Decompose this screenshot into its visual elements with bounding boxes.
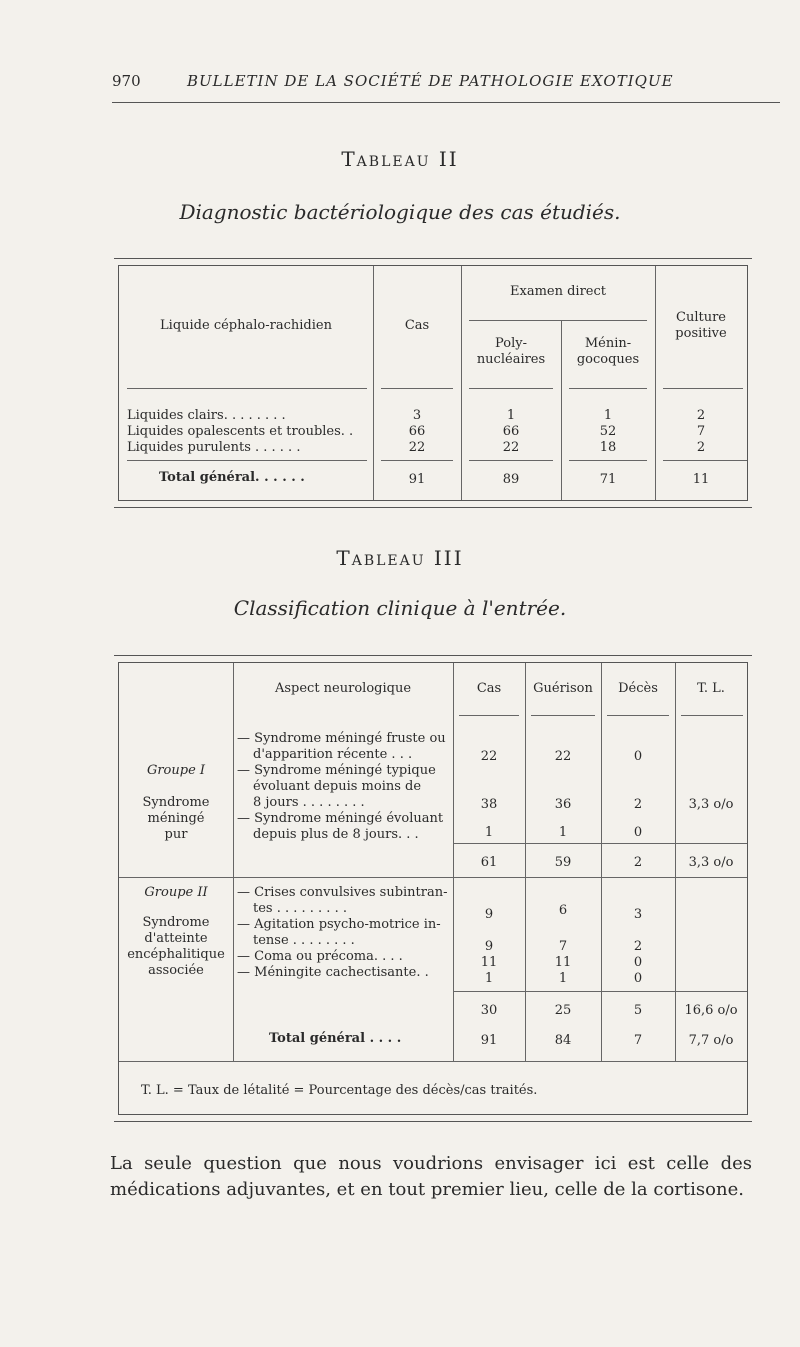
header-cas: Cas [404, 318, 430, 333]
table2-col-culture: 2 7 2 [696, 408, 706, 455]
table-row: Liquides purulents . . . . . . [127, 440, 301, 455]
table2-caption: Diagnostic bactériologique des cas étudiés. [179, 200, 621, 224]
table2-total-culture: 11 [692, 472, 710, 487]
table2-title [0, 147, 800, 171]
group1-row3-cas: 1 [484, 825, 494, 840]
header-rule [112, 102, 780, 103]
group1-aspect: — Syndrome méningé fruste ou d'apparition récente . . . — Syndrome méningé typique évoluant depuis moins de 8 jours . . . . . . . . — Syndrome méningé évoluant depuis plus de 8 jours. . . [237, 731, 446, 842]
header-examen-direct: Examen direct [510, 284, 606, 299]
group1-row1-guerison: 22 [554, 749, 572, 764]
group2-row3-deces: 0 [633, 955, 643, 970]
group2-row2-cas: 9 [484, 939, 494, 954]
table3 [114, 655, 752, 1122]
group2-row4-deces: 0 [633, 971, 643, 986]
group1-row1-deces: 0 [633, 749, 643, 764]
table2-total-poly: 89 [502, 472, 520, 487]
header-liquide: Liquide céphalo-rachidien [160, 318, 332, 333]
group2-row1-deces: 3 [633, 907, 643, 922]
group1-row2-cas: 38 [480, 797, 498, 812]
group2-subtotal-guerison: 25 [554, 1003, 572, 1018]
table2-col-menin: 1 52 18 [599, 408, 617, 455]
group1-desc: Syndrome méningé pur [142, 795, 210, 842]
header-deces: Décès [618, 681, 658, 696]
table3-body [118, 662, 748, 1115]
table3-total-guerison: 84 [554, 1033, 572, 1048]
table3-total-label: Total général . . . . [269, 1031, 402, 1046]
header-menin: Ménin- gocoques [576, 336, 640, 367]
group1-row1-cas: 22 [480, 749, 498, 764]
table-row: Liquides opalescents et troubles. . [127, 424, 354, 439]
group2-row4-cas: 1 [484, 971, 494, 986]
header-poly: Poly- nucléaires [476, 336, 546, 367]
group2-row4-guerison: 1 [558, 971, 568, 986]
table2-total-cas: 91 [408, 472, 426, 487]
table-row: Liquides clairs. . . . . . . . [127, 408, 286, 423]
header-culture: Culture positive [675, 310, 727, 341]
table2-label: Tableau [341, 147, 431, 171]
group1-row3-guerison: 1 [558, 825, 568, 840]
group1-row2-guerison: 36 [554, 797, 572, 812]
group2-row3-cas: 11 [480, 955, 498, 970]
header-tl: T. L. [697, 681, 725, 696]
table2-total-label: Total général. . . . . . [159, 470, 305, 485]
table2-row-labels [127, 408, 377, 456]
body-paragraph: La seule question que nous voudrions envisager ici est celle des médications adjuvantes, et en tout premier lieu, celle de la cortisone. [110, 1153, 752, 1200]
table2-numeral: II [438, 147, 459, 171]
group1-row3-deces: 0 [633, 825, 643, 840]
running-header [112, 72, 752, 96]
table3-total-deces: 7 [633, 1033, 643, 1048]
group1-subtotal-deces: 2 [633, 855, 643, 870]
table2-col-poly: 1 66 22 [502, 408, 520, 455]
table2-body [118, 265, 748, 501]
header-guerison: Guérison [533, 681, 593, 696]
table2-total-menin: 71 [599, 472, 617, 487]
group2-row1-cas: 9 [484, 907, 494, 922]
header-cas: Cas [476, 681, 502, 696]
group2-subtotal-tl: 16,6 o/o [684, 1003, 738, 1018]
group1-name: Groupe I [146, 763, 206, 778]
table3-total-cas: 91 [480, 1033, 498, 1048]
group1-row2-deces: 2 [633, 797, 643, 812]
group1-subtotal-cas: 61 [480, 855, 498, 870]
group1-subtotal-guerison: 59 [554, 855, 572, 870]
table3-title [0, 546, 800, 570]
table3-footnote: T. L. = Taux de létalité = Pourcentage des décès/cas traités. [141, 1083, 538, 1098]
group1-row2-tl: 3,3 o/o [688, 797, 734, 812]
table3-caption: Classification clinique à l'entrée. [233, 596, 567, 620]
group2-row1-guerison: 6 [558, 903, 568, 918]
group2-aspect: — Crises convulsives subintran- tes . . . . . . . . . — Agitation psycho-motrice in- tense . . . . . . . . — Coma ou précoma. . . . — Méningite cachectisante. . [237, 885, 448, 980]
group2-row2-guerison: 7 [558, 939, 568, 954]
table3-numeral: III [433, 546, 464, 570]
page-number: 970 [112, 72, 141, 90]
journal-title: BULLETIN DE LA SOCIÉTÉ DE PATHOLOGIE EXOTIQUE [187, 72, 674, 90]
group2-subtotal-cas: 30 [480, 1003, 498, 1018]
table3-total-tl: 7,7 o/o [688, 1033, 734, 1048]
group2-row2-deces: 2 [633, 939, 643, 954]
group1-subtotal-tl: 3,3 o/o [688, 855, 734, 870]
table2 [114, 258, 752, 508]
group2-desc: Syndrome d'atteinte encéphalitique associée [127, 915, 225, 978]
group2-subtotal-deces: 5 [633, 1003, 643, 1018]
group2-name: Groupe II [144, 885, 208, 900]
table3-label: Tableau [336, 546, 426, 570]
header-aspect: Aspect neurologique [274, 681, 412, 696]
table2-col-cas: 3 66 22 [408, 408, 426, 455]
group2-row3-guerison: 11 [554, 955, 572, 970]
